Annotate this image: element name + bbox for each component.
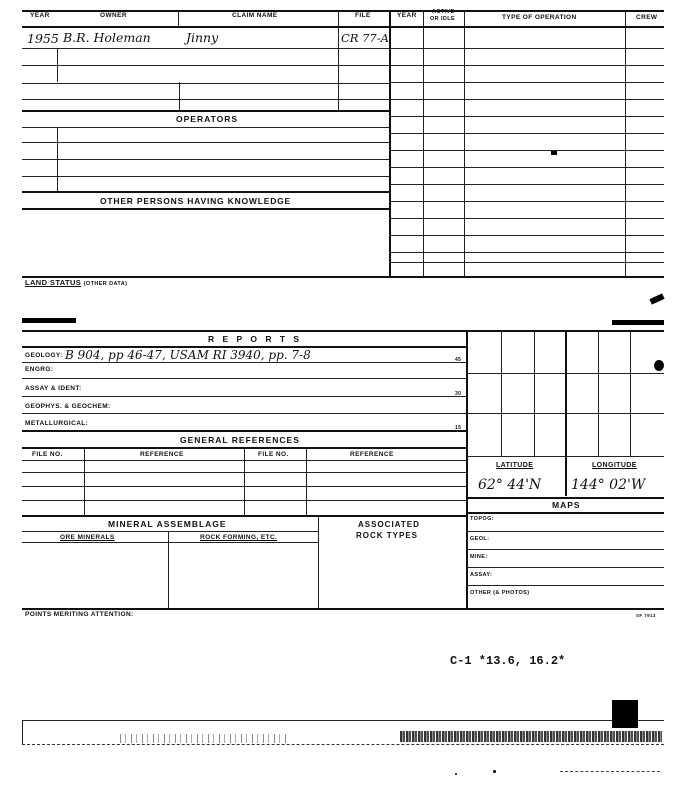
associated-rock-types-1: ASSOCIATED [358, 520, 420, 529]
col-divider-main [389, 10, 391, 276]
form-code: SF 7913 [636, 613, 656, 618]
row-line [389, 218, 664, 219]
rock-types-divider [318, 515, 319, 608]
maps-mine: MINE: [470, 554, 488, 560]
latitude-text: LATITUDE [496, 462, 534, 469]
row-line [22, 83, 389, 84]
longitude-text: LONGITUDE [592, 462, 637, 469]
grid-line [630, 330, 631, 456]
ink-mark [551, 151, 557, 155]
col-divider [178, 12, 179, 26]
longitude-value: 144° 02'W [571, 477, 646, 493]
scan-noise [560, 771, 660, 772]
scan-noise [120, 734, 290, 743]
scan-noise [400, 731, 662, 742]
latitude-value: 62° 44'N [478, 477, 542, 493]
row-line [22, 99, 389, 100]
mineral-top-rule [22, 515, 466, 517]
row-line [389, 150, 664, 151]
entry-file: CR 77-A [341, 31, 389, 45]
mineral-divider [168, 531, 169, 608]
scan-blot [649, 293, 664, 304]
engrg-label: ENGRG: [25, 366, 54, 373]
header-year-2: YEAR [397, 12, 417, 19]
refs-col-file-no: FILE NO. [32, 451, 63, 458]
col-divider-file [338, 12, 339, 110]
row-line [466, 567, 664, 568]
row-line [22, 48, 389, 49]
refs-divider [306, 447, 307, 515]
typed-note: C-1 *13.6, 16.2* [450, 654, 566, 668]
row-line [389, 99, 664, 100]
maps-other: OTHER (& PHOTOS) [470, 590, 530, 596]
row-line [389, 262, 664, 263]
row-line [22, 159, 389, 160]
row-line [389, 201, 664, 202]
row-line [389, 133, 664, 134]
header-year: YEAR [30, 12, 50, 19]
col-divider-active [464, 10, 465, 276]
land-status-label: LAND STATUS [25, 278, 82, 287]
scan-blot [612, 320, 664, 325]
grid-line [534, 330, 535, 456]
scan-blot [22, 318, 76, 323]
row-line [389, 235, 664, 236]
maps-topog: TOPOG: [470, 516, 494, 522]
row-line [22, 362, 466, 363]
ore-minerals-label [60, 534, 115, 541]
row-line [389, 167, 664, 168]
num-30: 30 [455, 391, 462, 397]
operators-title: OPERATORS [176, 114, 239, 124]
rock-forming-text: ROCK FORMING, ETC. [200, 534, 278, 541]
row-line [22, 396, 466, 397]
bottom-edge-line [22, 720, 664, 721]
header-file: FILE [355, 12, 371, 19]
row-line [466, 585, 664, 586]
row-line [389, 65, 664, 66]
header-claim-name: CLAIM NAME [232, 12, 278, 19]
speck [455, 773, 457, 775]
refs-col-reference: REFERENCE [140, 451, 184, 458]
mineral-assemblage-title: MINERAL ASSEMBLAGE [108, 519, 227, 529]
row-line [22, 65, 389, 66]
row-divider [57, 127, 58, 191]
header-active: ACTIVE [432, 9, 455, 15]
grid-line [501, 330, 502, 456]
other-persons-top-rule [22, 191, 389, 193]
land-status-sub: (OTHER DATA) [83, 281, 128, 287]
mineral-sub-rule [22, 542, 318, 543]
header-type-of-operation: TYPE OF OPERATION [502, 14, 577, 21]
row-line [389, 116, 664, 117]
ore-minerals-text: ORE MINERALS [60, 534, 115, 541]
operators-top-rule [22, 110, 389, 112]
row-line [389, 252, 664, 253]
scan-blot [612, 700, 638, 728]
row-divider [57, 48, 58, 82]
grid-line [598, 330, 599, 456]
points-top-rule [22, 608, 664, 610]
land-status-title [25, 278, 127, 287]
col-divider-year [423, 10, 424, 276]
grid-line [466, 456, 664, 457]
geology-value: B 904, pp 46-47, USAM RI 3940, pp. 7-8 [65, 348, 311, 362]
num-15: 15 [455, 425, 462, 431]
row-divider [179, 82, 180, 110]
entry-year: 1955 [27, 31, 59, 46]
other-persons-rule [22, 208, 389, 210]
maps-title: MAPS [552, 500, 581, 510]
reports-title: R E P O R T S [208, 334, 303, 344]
row-line [389, 82, 664, 83]
geology-label: GEOLOGY: [25, 352, 63, 359]
row-line [466, 549, 664, 550]
col-divider-crew [625, 10, 626, 276]
speck [493, 770, 496, 773]
refs-col-file-no-2: FILE NO. [258, 451, 289, 458]
rock-forming-label [200, 534, 277, 541]
scan-blot [654, 360, 664, 371]
row-line [22, 176, 389, 177]
num-45: 45 [455, 357, 462, 363]
refs-divider [244, 447, 245, 515]
longitude-label [592, 462, 637, 469]
reports-top-rule [22, 330, 664, 332]
row-line [466, 531, 664, 532]
general-references-title: GENERAL REFERENCES [180, 435, 300, 445]
row-line [22, 413, 466, 414]
header-rule [22, 26, 664, 28]
header-or-idle: OR IDLE [430, 16, 456, 22]
associated-rock-types-2: ROCK TYPES [356, 531, 419, 540]
row-line [22, 142, 389, 143]
points-meriting-attention: POINTS MERITING ATTENTION: [25, 611, 134, 618]
entry-owner: B.R. Holeman [63, 30, 151, 45]
maps-geol: GEOL: [470, 536, 490, 542]
geophys-label: GEOPHYS. & GEOCHEM: [25, 403, 111, 410]
entry-claim-name: Jinny [186, 30, 219, 45]
row-line [22, 430, 466, 432]
grid-line [466, 413, 664, 414]
latitude-label [496, 462, 533, 469]
metallurgical-label: METALLURGICAL: [25, 420, 89, 427]
other-persons-title: OTHER PERSONS HAVING KNOWLEDGE [100, 196, 292, 206]
header-crew: CREW [636, 14, 658, 21]
bottom-edge-line [22, 744, 664, 745]
row-line [389, 48, 664, 49]
maps-rule [466, 512, 664, 514]
row-line [389, 184, 664, 185]
bottom-edge-line [22, 720, 23, 744]
row-line [22, 127, 389, 128]
mineral-sub-rule [22, 531, 318, 532]
refs-col-reference-2: REFERENCE [350, 451, 394, 458]
grid-line [466, 373, 664, 374]
header-owner: OWNER [100, 12, 127, 19]
maps-top-rule [466, 497, 664, 499]
maps-assay: ASSAY: [470, 572, 493, 578]
assay-label: ASSAY & IDENT: [25, 385, 82, 392]
row-line [22, 378, 466, 379]
refs-divider [84, 447, 85, 515]
